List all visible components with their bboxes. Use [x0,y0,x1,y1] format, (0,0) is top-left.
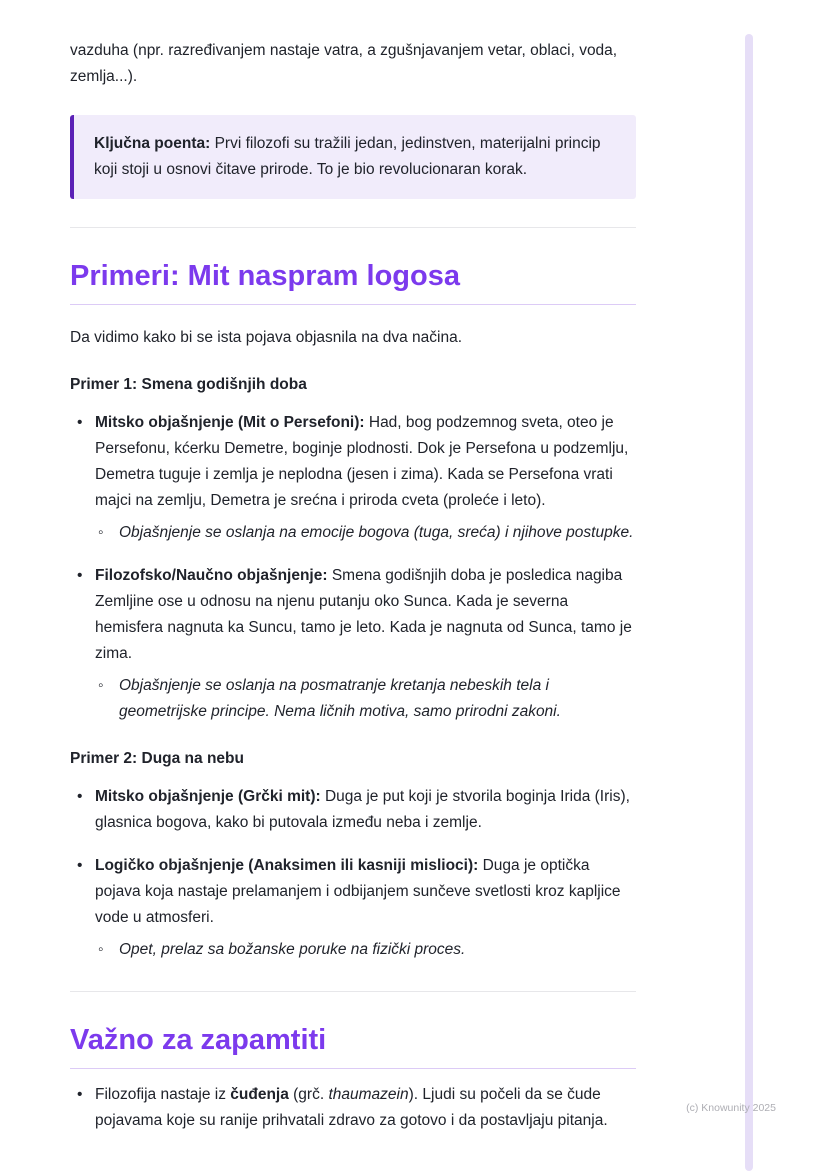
document-content [70,38,636,1151]
copyright-watermark: (c) Knowunity 2025 [686,1102,776,1114]
bullet-bold-segment: čuđenja [230,1086,289,1103]
sub-bullet-text: Opet, prelaz sa božanske poruke na fizički proces. [119,941,466,958]
list-item-filozofsko-naucno [70,563,636,725]
sub-list [95,937,636,963]
sub-list-item [95,673,636,725]
intro-paragraph: vazduha (npr. razređivanjem nastaje vatra, a zgušnjavanjem vetar, oblaci, voda, zemlja...). [70,42,618,85]
bullet-text-segment: ). Ljudi su počeli da se čude pojavama koje su ranije prihvatali zdravo za gotovo i da postavljaju pitanja. [95,1086,608,1129]
bullet-bold-label: Mitsko objašnjenje (Grčki mit): [95,788,321,805]
bullet-bold-label: Mitsko objašnjenje (Mit o Persefoni): [95,414,365,431]
sub-bullet-text: Objašnjenje se oslanja na emocije bogova (tuga, sreća) i njihove postupke. [119,524,634,541]
example1-list [70,410,636,725]
lead-paragraph: Da vidimo kako bi se ista pojava objasnila na dva načina. [70,329,463,346]
callout-label: Ključna poenta: [94,135,211,152]
list-item-logicko-duga [70,853,636,963]
bullet-body-text: Duga je optička pojava koja nastaje prelamanjem i odbijanjem sunčeve svetlosti kroz kapljice vode u atmosferi. [95,857,621,926]
section-title-vazno: Važno za zapamtiti [70,1022,636,1069]
bullet-bold-label: Filozofsko/Naučno objašnjenje: [95,567,328,584]
bullet-italic-segment: thaumazein [328,1086,409,1103]
scrollbar-thumb[interactable] [745,34,753,1171]
key-point-callout [70,115,636,199]
bullet-paragraph [95,1086,608,1129]
list-item-mitsko-duga [70,784,636,836]
sub-list-item [95,937,636,963]
bullet-text-segment: Filozofija nastaje iz [95,1086,231,1103]
bullet-paragraph [95,414,628,509]
section-title-primeri: Primeri: Mit naspram logosa [70,258,636,305]
vazno-list [70,1082,636,1134]
section-divider [70,991,636,992]
example2-list [70,784,636,963]
sub-list [95,520,636,546]
list-item-mitsko-persefona [70,410,636,546]
sub-list [95,673,636,725]
list-item-filozofija-cudjenje [70,1082,636,1134]
callout-text: Prvi filozofi su tražili jedan, jedinstven, materijalni princip koji stoji u osnovi čitave prirode. To je bio revolucionaran korak. [94,135,601,178]
bullet-body-text: Duga je put koji je stvorila boginja Irida (Iris), glasnica bogova, kako bi putovala između neba i zemlje. [95,788,630,831]
bullet-bold-label: Logičko objašnjenje (Anaksimen ili kasniji mislioci): [95,857,479,874]
callout-paragraph [94,131,616,183]
bullet-body-text: Had, bog podzemnog sveta, oteo je Persefonu, kćerku Demetre, boginje plodnosti. Dok je Persefona u podzemlju, Demetra tuguje i zemlja je neplodna (jesen i zima). Kada se Persefona vrati majci na zemlju, Demetra je srećna i priroda cveta (proleće i leto). [95,414,629,509]
example2-heading: Primer 2: Duga na nebu [70,750,244,767]
example1-heading: Primer 1: Smena godišnjih doba [70,376,307,393]
bullet-text-segment: (grč. [288,1086,329,1103]
section-divider [70,227,636,228]
sub-list-item [95,520,636,546]
bullet-paragraph [95,857,621,926]
bullet-body-text: Smena godišnjih doba je posledica nagiba Zemljine ose u odnosu na njenu putanju oko Sunca. Kada je severna hemisfera nagnuta ka Suncu, tamo je leto. Kada je nagnuta od Sunca, tamo je zima. [95,567,632,662]
bullet-paragraph [95,567,632,662]
sub-bullet-text: Objašnjenje se oslanja na posmatranje kretanja nebeskih tela i geometrijske principe. Nema ličnih motiva, samo prirodni zakoni. [119,677,561,720]
bullet-paragraph [95,788,630,831]
